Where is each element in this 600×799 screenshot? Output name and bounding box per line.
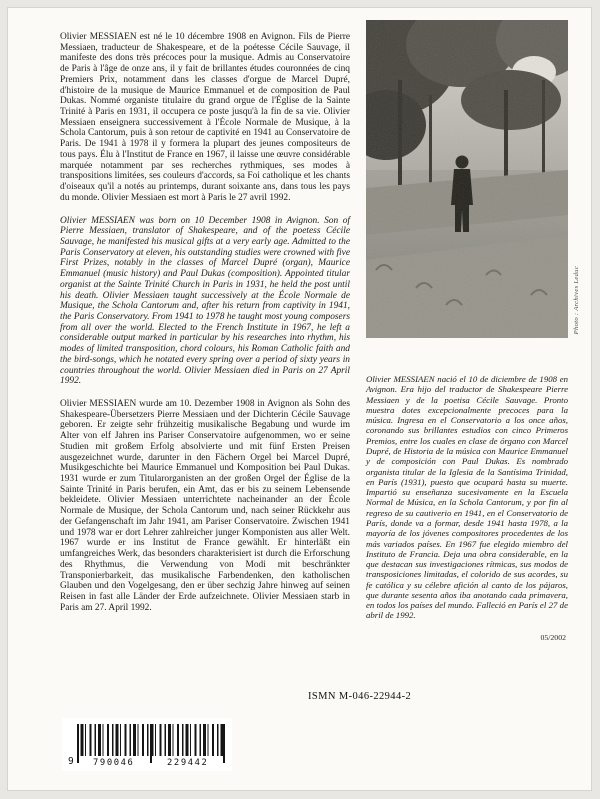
edition-date: 05/2002: [540, 632, 566, 642]
barcode-digits: [77, 758, 225, 768]
photo-credit: Photo : Archives Leduc: [573, 265, 580, 334]
messiaen-portrait-photo: [366, 20, 568, 338]
barcode-digits-right: 229442: [167, 758, 209, 768]
barcode-bars-area: [77, 724, 225, 768]
ean-barcode: [62, 718, 232, 771]
barcode-digits-left: 790046: [93, 758, 135, 768]
barcode-row: [68, 724, 225, 768]
photo-block: [366, 20, 580, 338]
bio-german: Olivier MESSIAEN wurde am 10. Dezember 1908 in Avignon als Sohn des Shakespeare-Übersetzers Pierre Messiaen und der Dichterin Cécile Sauvage geboren. Er zeigte sehr frühzeitig musikalische Begabung und wurde im Alter von elf Jahren ins Pariser Conservatoire aufgenommen, wo er seine Studien mit großem Erfolg absolvierte und mit fünf Ersten Preisen ausgezeichnet wurde, darunter in den Fächern Orgel bei Marcel Dupré, Musikgeschichte bei Maurice Emmanuel und Komposition bei Paul Dukas. 1931 wurde er zum Titularorganisten an der großen Orgel der Église de la Sainte Trinité in Paris berufen, ein Amt, das er bis zu seinem Lebensende bekleidete. Olivier Messiaen unterrichtete nacheinander an der École Normale de Musique, der Schola Cantorum und, nach seiner Rückkehr aus der Gefangenschaft im Jahr 1941, am Pariser Conservatoire. Zwischen 1941 und 1978 war er dort Lehrer zahlreicher junger Komponisten aus aller Welt. 1967 wurde er ins Institut de France gewählt. Er hinterläßt ein umfangreiches Werk, das besonders charakterisiert ist durch die Erforschung des Rhythmus, die Verwendung von Modi mit beschränkter Transponierbarkeit, das musikalische Farbendenken, den katholischen Glauben und den Vogelgesang, den er über sechzig Jahre hinweg auf seinen Reisen in fast alle Länder der Erde aufzeichnete. Olivier Messiaen starb in Paris am 27. April 1992.: [60, 399, 350, 613]
score-back-cover-page: [7, 7, 592, 791]
portrait-photo-illustration: [366, 20, 568, 338]
text-columns: [60, 20, 580, 642]
left-column: [60, 20, 350, 642]
right-column: [366, 20, 580, 642]
bio-spanish: Olivier MESSIAEN nació el 10 de diciembre de 1908 en Avignon. Era hijo del traductor de Shakespeare Pierre Messiaen y de la poetisa Cécile Sauvage. Pronto muestra dotes excepcionalmente precoces para la música. Ingresa en el Conservatorio a los once años, coronando sus brillantes estudios con cinco Primeros Premios, entre los cuales en clase de órgano con Marcel Dupré, de Historia de la música con Maurice Emmanuel y de composición con Paul Dukas. Es nombrado organista titular de la Iglesia de la Santísima Trinidad, en París (1931), puesto que ocupará hasta su muerte. Impartió su enseñanza sucesivamente en la Escuela Normal de Música, en la Schola Cantorum, y por fin al regreso de su cautiverio en 1941, en el Conservatorio de París, donde va a formar, desde 1941 hasta 1978, a la mayoría de los jóvenes compositores procedentes de los más variados países. En 1967 fue elegido miembro del Instituto de Francia. Deja una obra considerable, en la que destacan sus investigaciones rítmicas, sus modos de transposiciones limitadas, el colorido de sus acordes, su fe católica y su célebre afición al canto de los pájaros, que durante sesenta años iba anotando cada primavera, en todos los países del mundo. Falleció en París el 27 de abril de 1992.: [366, 374, 568, 621]
barcode-lead-digit: 9: [68, 756, 74, 767]
bio-english: Olivier MESSIAEN was born on 10 December 1908 in Avignon. Son of Pierre Messiaen, translator of Shakespeare, and of the poetess Cécile Sauvage, he manifested his musical gifts at a very early age. Admitted to the Paris Conservatory at eleven, his outstanding studies were crowned with five First Prizes, notably in the classes of Marcel Dupré (organ), Maurice Emmanuel (music history) and Paul Dukas (composition). Appointed titular organist at the Sainte Trinité Church in Paris in 1931, he held the post until his death. Olivier Messiaen taught successively at the École Normale de Musique, the Schola Cantorum and, after his return from captivity in 1941, the Paris Conservatory. From 1941 to 1978 he taught most young composers from all over the world. Elected to the French Institute in 1967, he left a considerable output marked in particular by his researches into rhythm, his modes of limited transposition, chord colours, his Roman Catholic faith and the bird-songs, which he notated every spring over a period of sixty years in countries throughout the world. Olivier Messiaen died in Paris on 27 April 1992.: [60, 215, 350, 387]
ismn-number: ISMN M-046-22944-2: [308, 691, 412, 702]
bio-french: Olivier MESSIAEN est né le 10 décembre 1908 en Avignon. Fils de Pierre Messiaen, traducteur de Shakespeare, et de la poétesse Cécile Sauvage, il manifeste des dons très précoces pour la musique. Admis au Conservatoire de Paris à l'âge de onze ans, il y fait de brillantes études couronnées de cinq Premiers Prix, notamment dans les classes d'orgue de Marcel Dupré, d'histoire de la musique de Maurice Emmanuel et de composition de Paul Dukas. Nommé organiste titulaire du grand orgue de l'Église de la Sainte Trinité à Paris en 1931, il occupera ce poste jusqu'à la fin de sa vie. Olivier Messiaen enseignera successivement à l'École Normale de Musique, à la Schola Cantorum, puis à son retour de captivité en 1941 au Conservatoire de Paris. De 1941 à 1978 il y formera la plupart des jeunes compositeurs de tous pays. Élu à l'Institut de France en 1967, il laisse une œuvre considérable marquée notamment par ses recherches rythmiques, ses modes à transpositions limitées, ses couleurs d'accords, sa Foi catholique et les chants d'oiseaux qu'il a notés au printemps, durant soixante ans, dans tous les pays du monde. Olivier Messiaen est mort à Paris le 27 avril 1992.: [60, 32, 350, 203]
